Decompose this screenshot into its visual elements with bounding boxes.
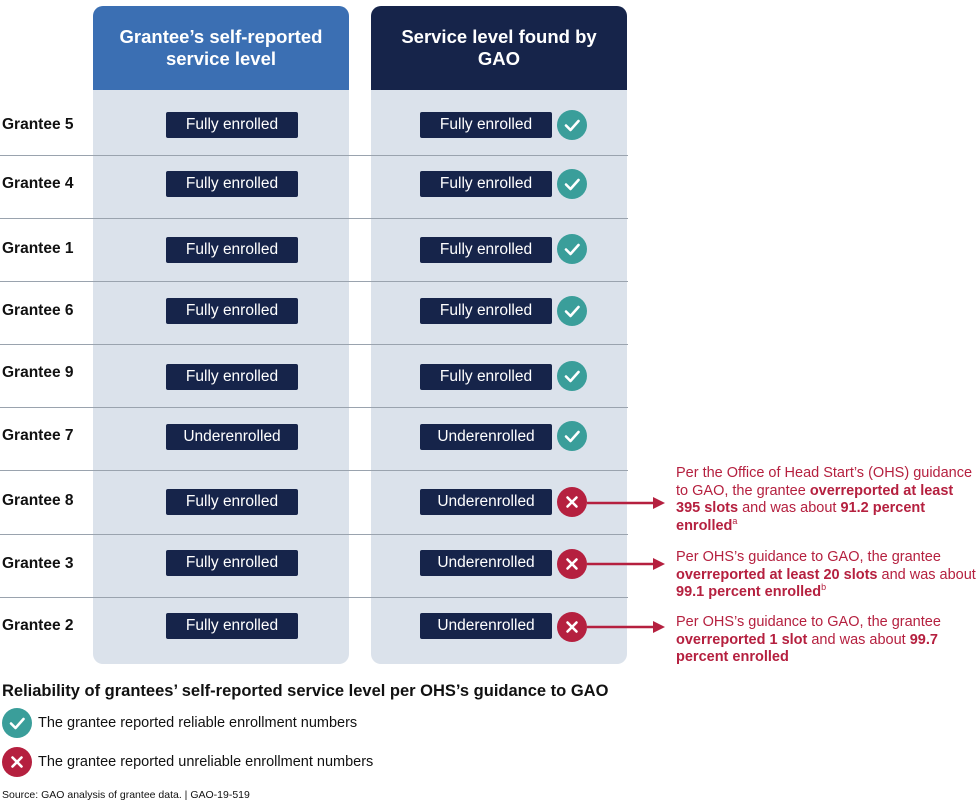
self-reported-badge: Fully enrolled [166,613,298,639]
row-divider [0,597,628,598]
self-reported-badge: Fully enrolled [166,550,298,576]
check-icon [557,234,587,264]
gao-found-badge: Underenrolled [420,489,552,515]
self-reported-badge: Fully enrolled [166,112,298,138]
grantee-label: Grantee 3 [2,555,74,572]
grantee-label: Grantee 1 [2,240,74,257]
grantee-label: Grantee 2 [2,617,74,634]
grantee-label: Grantee 7 [2,427,74,444]
check-icon [557,421,587,451]
grantee-label: Grantee 6 [2,302,74,319]
check-icon [557,110,587,140]
self-reported-badge: Underenrolled [166,424,298,450]
row-divider [0,470,628,471]
source-note: Source: GAO analysis of grantee data. | GAO-19-519 [2,789,250,801]
check-icon [557,296,587,326]
self-reported-badge: Fully enrolled [166,364,298,390]
grantee3-note: Per OHS’s guidance to GAO, the grantee overreported at least 20 slots and was about 99.1 percent enrolled$^b$ [676,549,976,600]
cross-icon [557,487,587,517]
grantee2-note: Per OHS’s guidance to GAO, the grantee overreported 1 slot and was about 99.7 percent enrolled [676,614,941,665]
grantee-label: Grantee 8 [2,492,74,509]
gao-found-badge: Underenrolled [420,550,552,576]
row-divider [0,344,628,345]
row-divider [0,534,628,535]
cross-icon [557,612,587,642]
gao-found-badge: Fully enrolled [420,298,552,324]
gao-found-badge: Underenrolled [420,424,552,450]
row-divider [0,407,628,408]
arrow-icon [587,619,667,635]
legend-title: Reliability of grantees’ self-reported service level per OHS’s guidance to GAO [2,682,609,700]
self-reported-badge: Fully enrolled [166,489,298,515]
self-reported-badge: Fully enrolled [166,171,298,197]
gao-found-badge: Fully enrolled [420,237,552,263]
self-reported-header: Grantee’s self-reported service level [93,6,349,90]
row-divider [0,281,628,282]
gao-found-badge: Fully enrolled [420,112,552,138]
arrow-icon [587,495,667,511]
arrow-icon [587,556,667,572]
gao-found-badge: Fully enrolled [420,364,552,390]
gao-found-badge: Underenrolled [420,613,552,639]
check-icon [557,361,587,391]
gao-found-badge: Fully enrolled [420,171,552,197]
grantee-label: Grantee 9 [2,364,74,381]
legend-reliable: The grantee reported reliable enrollment numbers [38,715,358,731]
grantee8-note: Per the Office of Head Start’s (OHS) guidance to GAO, the grantee overreported at least 395 slots and was about 91.2 percent enrolled$^a$ [676,465,973,534]
row-divider [0,155,628,156]
row-divider [0,218,628,219]
legend-unreliable: The grantee reported unreliable enrollment numbers [38,754,374,770]
self-reported-badge: Fully enrolled [166,298,298,324]
self-reported-badge: Fully enrolled [166,237,298,263]
gao-found-header: Service level found by GAO [371,6,627,90]
check-icon [2,708,32,738]
check-icon [557,169,587,199]
cross-icon [2,747,32,777]
cross-icon [557,549,587,579]
grantee-label: Grantee 4 [2,175,74,192]
grantee-label: Grantee 5 [2,116,74,133]
